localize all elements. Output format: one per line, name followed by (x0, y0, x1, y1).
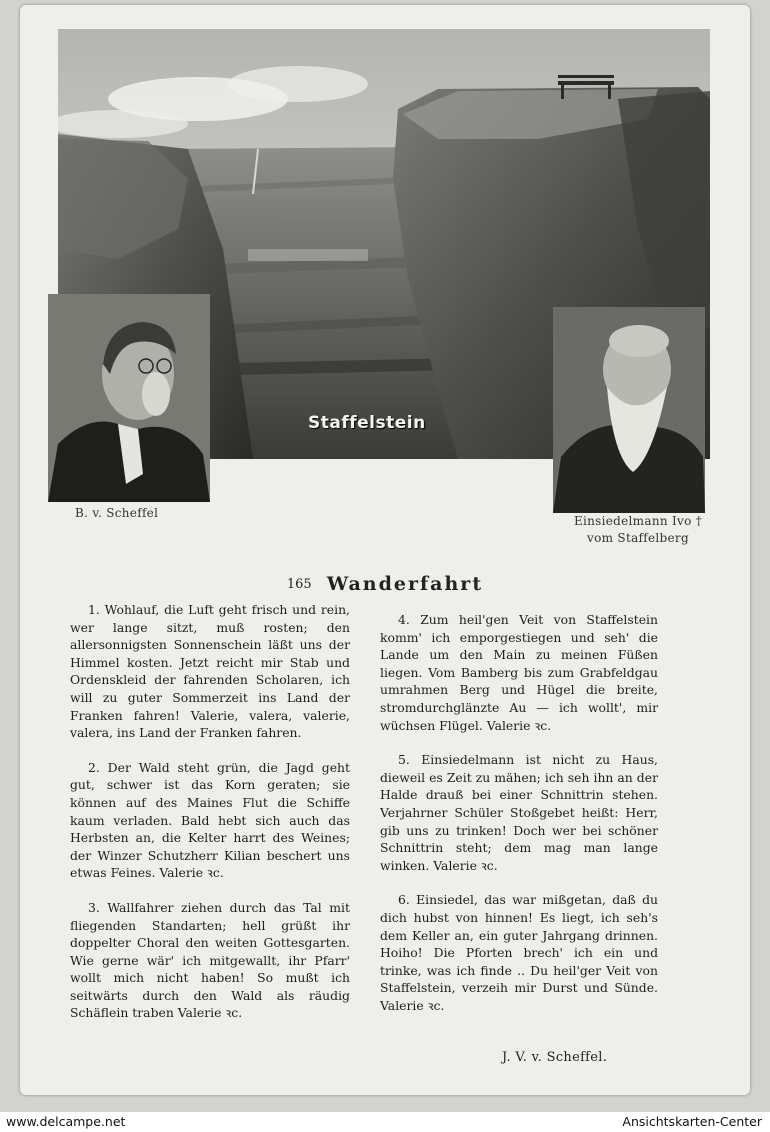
stanza-1: 1. Wohlauf, die Luft geht frisch und rein, wer lange sitzt, muß rosten; den allersonnigsten Sonnenschein läßt uns der Himmel kosten. Jetzt reicht mir Stab und Ordenskleid der fahrenden Scholaren, ich will zu guter Sommerzeit ins Land der Franken fahren! Valerie, valera, valerie, valera, ins Land der Franken fahren. (70, 602, 350, 741)
footer-left-watermark: www.delcampe.net (6, 1114, 126, 1129)
poem-heading (20, 573, 750, 595)
stanza-3: 3. Wallfahrer ziehen durch das Tal mit fliegenden Standarten; hell grüßt ihr doppelter Choral den weiten Gottesgarten. Wie gerne wär' ich mitgewallt, ihr Pfarr' wollt mich nicht haben! So mußt ich seitwärts durch den Wald als räudig Schäflein traben Valerie ꝛc. (70, 899, 350, 1021)
poem-signature: J. V. v. Scheffel. (502, 1050, 608, 1065)
right-caption-line-2: vom Staffelberg (587, 531, 689, 545)
poem-column-right (380, 611, 658, 1031)
poem-title: Wanderfahrt (326, 573, 484, 595)
stanza-5: 5. Einsiedelmann ist nicht zu Haus, dieweil es Zeit zu mähen; ich seh ihn an der Halde drauß bei einer Schnittrin stehen. Verjahrner Schüler Stoßgebet heißt: Herr, gib uns zu trinken! Doch wer bei schöner Schnittrin steht; dem mag man lange winken. Valerie ꝛc. (380, 752, 658, 873)
left-portrait-caption: B. v. Scheffel (75, 506, 159, 520)
stanza-4: 4. Zum heil'gen Veit von Staffelstein komm' ich emporgestiegen und seh' die Lande um den Main zu meinen Füßen liegen. Vom Bamberg bis zum Grabfeldgau umrahmen Berg und Hügel die breite, stromdurchglänzte Au — ich wollt', mir wüchsen Flügel. Valerie ꝛc. (380, 612, 658, 733)
footer-bar (0, 1112, 770, 1132)
ivo-portrait (553, 307, 705, 513)
scheffel-portrait (48, 294, 210, 502)
right-portrait-caption (553, 513, 723, 547)
postcard (20, 5, 750, 1095)
right-caption-line-1: Einsiedelmann Ivo † (573, 514, 703, 528)
place-label: Staffelstein (308, 413, 426, 433)
poem-number: 165 (286, 577, 312, 592)
stanza-6: 6. Einsiedel, das war mißgetan, daß du dich hubst von hinnen! Es liegt, ich seh's dem Keller an, ein guter Jahrgang drinnen. Hoiho! Die Pforten brech' ich ein und trinke, was ich finde .. Du heil'ger Veit von Staffelstein, verzeih mir Durst und Sünde. Valerie ꝛc. (380, 892, 658, 1013)
stanza-2: 2. Der Wald steht grün, die Jagd geht gut, schwer ist das Korn geraten; sie können auf des Maines Flut die Schiffe kaum verladen. Bald hebt sich auch das Herbsten an, die Kelter harrt des Weines; der Winzer Schutzherr Kilian beschert uns etwas Feines. Valerie ꝛc. (70, 759, 350, 881)
poem-column-left (70, 601, 350, 1039)
footer-right-watermark: Ansichtskarten-Center (622, 1114, 762, 1129)
